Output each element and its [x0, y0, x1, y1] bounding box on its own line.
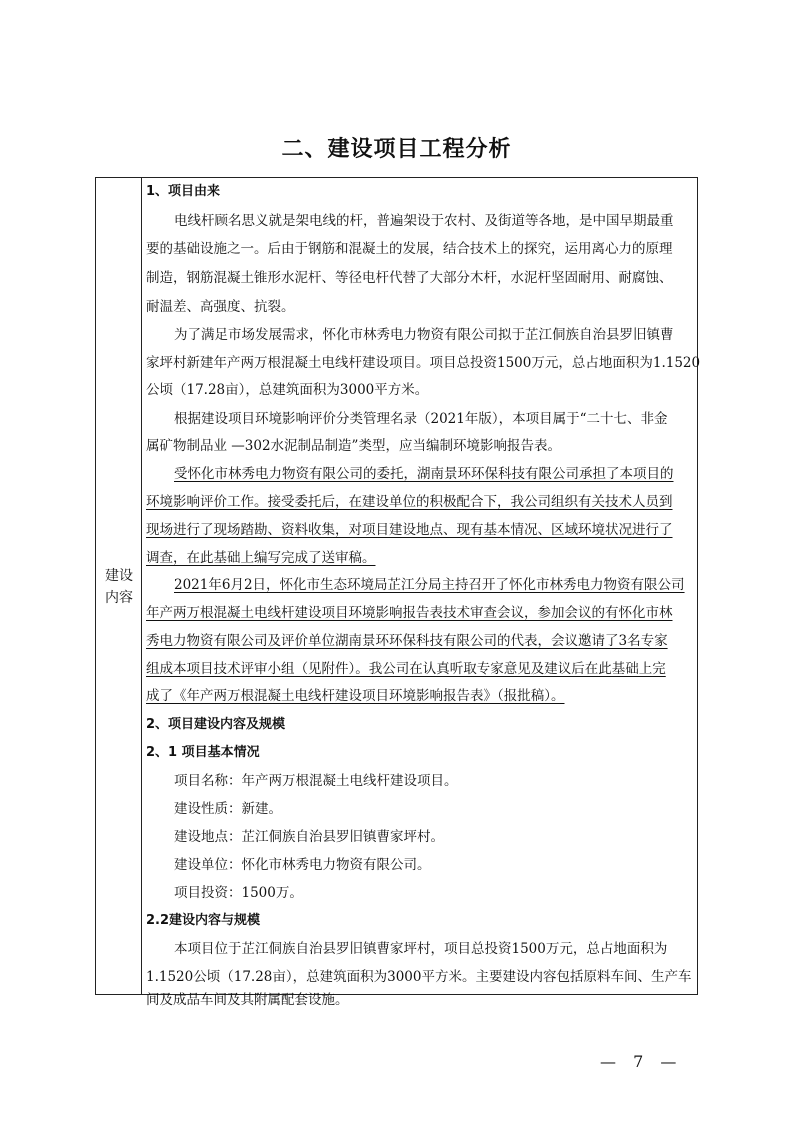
- row-label-line-2: 内容: [105, 590, 133, 606]
- paragraph-line: 耐温差、高强度、抗裂。: [146, 299, 295, 315]
- page-number: — 7 —: [600, 1052, 683, 1071]
- row-label-line-1: 建设: [105, 568, 133, 584]
- paragraph-line-underlined: 秀电力物资有限公司及评价单位湖南景环环保科技有限公司的代表，会议邀请了3名专家: [146, 633, 668, 649]
- info-location: 建设地点：芷江侗族自治县罗旧镇曹家坪村。: [174, 829, 444, 845]
- info-nature: 建设性质：新建。: [174, 801, 282, 817]
- heading-construction-scale: 2、项目建设内容及规模: [146, 717, 286, 732]
- heading-basic-info: 2、1 项目基本情况: [146, 745, 260, 760]
- info-unit: 建设单位：怀化市林秀电力物资有限公司。: [174, 857, 431, 873]
- paragraph-line-underlined: 2021年6月2日，怀化市生态环境局芷江分局主持召开了怀化市林秀电力物资有限公司: [174, 577, 685, 593]
- paragraph-line-underlined: 环境影响评价工作。接受委托后，在建设单位的积极配合下，我公司组织有关技术人员到: [146, 494, 673, 510]
- heading-content-scale: 2.2建设内容与规模: [146, 913, 261, 928]
- paragraph-line-underlined: 组成本项目技术评审小组（见附件）。我公司在认真听取专家意见及建议后在此基础上完: [146, 661, 666, 677]
- paragraph-line: 制造，钢筋混凝土锥形水泥杆、等径电杆代替了大部分木杆，水泥杆坚固耐用、耐腐蚀、: [146, 270, 673, 286]
- content-table: [95, 177, 701, 1008]
- paragraph-line-underlined: 成了《年产两万根混凝土电线杆建设项目环境影响报告表》（报批稿）。: [146, 688, 565, 704]
- paragraph-line-underlined: 受怀化市林秀电力物资有限公司的委托，湖南景环环保科技有限公司承担了本项目的: [174, 466, 674, 482]
- paragraph-line: 家坪村新建年产两万根混凝土电线杆建设项目。项目总投资1500万元，总占地面积为1.1520: [146, 355, 701, 371]
- paragraph-line: 1.1520公顷（17.28亩），总建筑面积为3000平方米。主要建设内容包括原料车间、生产车: [146, 969, 692, 985]
- row-label: [96, 565, 142, 609]
- paragraph-line-underlined: 年产两万根混凝土电线杆建设项目环境影响报告表技术审查会议，参加会议的有怀化市林: [146, 605, 673, 621]
- page-title: 二、建设项目工程分析: [281, 137, 512, 162]
- paragraph-line-underlined: 调查，在此基础上编写完成了送审稿。: [146, 550, 376, 566]
- paragraph-line: 属矿物制品业 —302水泥制品制造”类型，应当编制环境影响报告表。: [146, 438, 561, 454]
- paragraph-line: 公顷（17.28亩），总建筑面积为3000平方米。: [146, 382, 429, 398]
- paragraph-line: 为了满足市场发展需求，怀化市林秀电力物资有限公司拟于芷江侗族自治县罗旧镇曹: [174, 327, 674, 343]
- paragraph-line: 根据建设项目环境影响评价分类管理名录（2021年版），本项目属于“二十七、非金: [174, 411, 668, 427]
- paragraph-line: 本项目位于芷江侗族自治县罗旧镇曹家坪村，项目总投资1500万元，总占地面积为: [174, 941, 668, 957]
- heading-project-origin: 1、项目由来: [146, 184, 221, 199]
- row-label-cell: [96, 178, 142, 994]
- paragraph-line: 间及成品车间及其附属配套设施。: [146, 992, 349, 1008]
- paragraph-line-underlined: 现场进行了现场踏勘、资料收集，对项目建设地点、现有基本情况、区域环境状况进行了: [146, 522, 673, 538]
- paragraph-line: 电线杆顾名思义就是架电线的杆，普遍架设于农村、及街道等各地，是中国早期最重: [174, 213, 674, 229]
- info-project-name: 项目名称：年产两万根混凝土电线杆建设项目。: [174, 773, 458, 789]
- paragraph-line: 要的基础设施之一。后由于钢筋和混凝土的发展，结合技术上的探究，运用离心力的原理: [146, 241, 673, 257]
- info-investment: 项目投资：1500万。: [174, 885, 303, 901]
